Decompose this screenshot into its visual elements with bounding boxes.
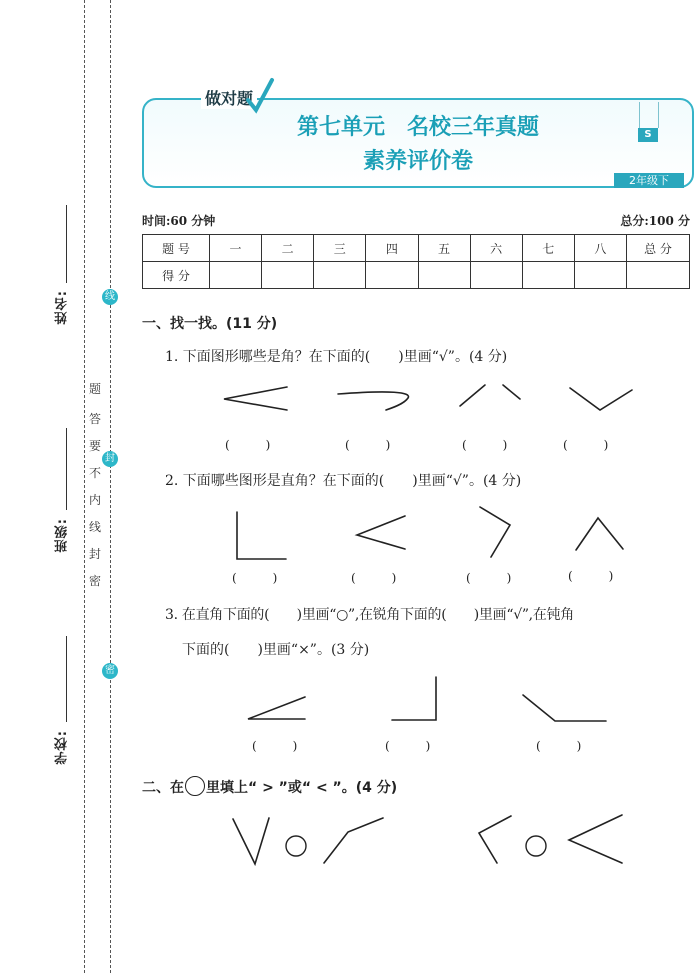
name-label: 姓名: <box>55 290 70 325</box>
section-2-suffix: 里填上“ > ”或“ < ”。(4 分) <box>206 780 398 796</box>
score-header: 四 <box>366 235 418 262</box>
section-1-title: 一、找一找。(11 分) <box>142 316 278 332</box>
seal-char: 题 <box>89 382 102 396</box>
time-info: 时间:60 分钟 <box>142 214 216 228</box>
score-header: 七 <box>522 235 574 262</box>
question-3-line-1: 3. 在直角下面的( )里画“○”,在锐角下面的( )里画“√”,在钝角 <box>165 607 574 623</box>
score-header: 二 <box>262 235 314 262</box>
seal-char: 内 <box>89 493 102 507</box>
title-line-2: 素养评价卷 <box>362 149 473 174</box>
score-header: 题 号 <box>143 235 210 262</box>
grade-badge: 2年级下 <box>614 173 684 188</box>
score-header: 总 分 <box>627 235 690 262</box>
q2-answer-blank[interactable]: ( ) <box>466 571 512 585</box>
s2-compare-circle-2[interactable] <box>526 836 546 856</box>
question-1: 1. 下面图形哪些是角？在下面的( )里画“√”。(4 分) <box>165 349 508 365</box>
seal-char: 密 <box>89 574 102 588</box>
seal-circle-seal: 封 <box>102 451 118 467</box>
seal-char: 要 <box>89 439 102 453</box>
badge-s: S <box>638 128 658 142</box>
q3-answer-blank[interactable]: ( ) <box>252 739 298 753</box>
q1-answer-blank[interactable]: ( ) <box>225 438 271 452</box>
q3-answer-blank[interactable]: ( ) <box>385 739 431 753</box>
seal-char: 答 <box>89 412 102 426</box>
seal-char: 不 <box>89 466 102 480</box>
seal-circle-line: 线 <box>102 289 118 305</box>
q2-answer-blank[interactable]: ( ) <box>568 569 614 583</box>
score-row-label: 得 分 <box>143 262 210 289</box>
question-3-line-2: 下面的( )里画“×”。(3 分) <box>182 642 370 658</box>
q2-answer-blank[interactable]: ( ) <box>232 571 278 585</box>
score-header: 八 <box>574 235 626 262</box>
seal-char: 线 <box>89 520 102 534</box>
s2-angle-3 <box>479 816 511 863</box>
q1-answer-blank[interactable]: ( ) <box>345 438 391 452</box>
school-label: 学校: <box>55 730 70 765</box>
title-line-1: 第七单元 名校三年真题 <box>296 115 539 140</box>
q1-answer-blank[interactable]: ( ) <box>563 438 609 452</box>
s2-angle-1 <box>233 818 269 864</box>
q2-answer-blank[interactable]: ( ) <box>351 571 397 585</box>
section-2-prefix: 二、在 <box>142 780 184 796</box>
seal-char: 封 <box>89 547 102 561</box>
class-label: 班级: <box>55 518 70 553</box>
score-header: 三 <box>314 235 366 262</box>
total-info: 总分:100 分 <box>620 214 690 228</box>
header-tag: 做对题 <box>201 86 257 109</box>
s2-compare-circle-1[interactable] <box>286 836 306 856</box>
seal-circle-secret: 密 <box>102 663 118 679</box>
q3-answer-blank[interactable]: ( ) <box>536 739 582 753</box>
q1-answer-blank[interactable]: ( ) <box>462 438 508 452</box>
score-header: 五 <box>418 235 470 262</box>
s2-angle-2 <box>324 818 383 863</box>
score-header: 一 <box>210 235 262 262</box>
s2-angle-4 <box>569 815 622 863</box>
question-2: 2. 下面哪些图形是直角？在下面的( )里画“√”。(4 分) <box>165 473 522 489</box>
score-header: 六 <box>470 235 522 262</box>
